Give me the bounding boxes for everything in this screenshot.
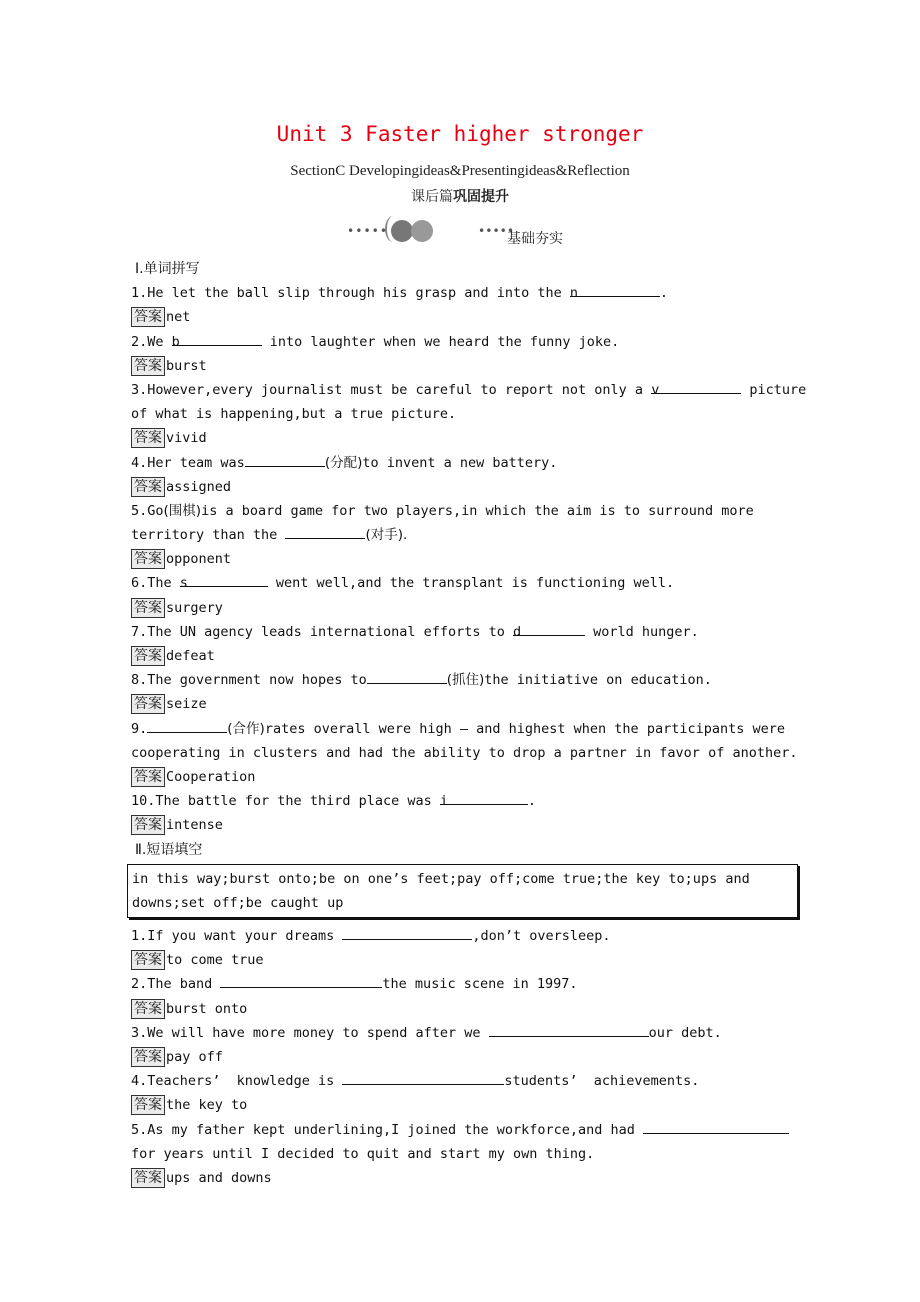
answer-blank (439, 789, 528, 810)
question-2 (131, 330, 811, 354)
question-number: 3. (131, 381, 148, 398)
question-text-end: world hunger. (585, 623, 699, 640)
answer-text: seize (166, 696, 207, 713)
answer-tag: 答案 (131, 767, 165, 787)
question-text: The battle for the third place was (155, 793, 440, 810)
answer-blank (342, 1069, 504, 1085)
question-text-end: the music scene in 1997. (382, 976, 578, 993)
answer-4 (131, 475, 811, 499)
answer-text: burst onto (166, 1000, 248, 1017)
answer-tag: 答案 (131, 694, 165, 714)
hint-letter: n (569, 285, 579, 302)
answer-text: to come true (166, 952, 264, 969)
answer-8 (131, 692, 811, 716)
answer-7 (131, 644, 811, 668)
question-text: We (147, 333, 172, 350)
circle-decoration-icon (391, 220, 413, 242)
chinese-hint: (分配) (324, 454, 363, 471)
phrase-question-5 (131, 1118, 811, 1142)
section1-heading: Ⅰ.单词拼写 (135, 261, 200, 277)
question-number: 3. (131, 1024, 148, 1041)
answer-tag: 答案 (131, 815, 165, 835)
question-text-end: students’ achievements. (504, 1073, 700, 1090)
answer-blank (513, 620, 585, 640)
phrase-answer-4 (131, 1093, 811, 1117)
answer-6 (131, 596, 811, 620)
answer-text: ups and downs (166, 1169, 272, 1186)
answer-3 (131, 426, 811, 450)
question-number: 1. (131, 928, 148, 945)
hint-letter: d (513, 623, 522, 640)
answer-tag: 答案 (131, 1168, 165, 1188)
question-text-end: our debt. (648, 1024, 722, 1041)
question-8: 8.The government now hopes to (抓住)the initiative on education. (131, 668, 811, 692)
answer-5 (131, 547, 811, 571)
phrase-answer-5 (131, 1166, 811, 1190)
answer-blank (147, 717, 227, 733)
banner-label: 基础夯实 (507, 231, 563, 247)
answer-blank (285, 523, 365, 539)
phrase-question-5-cont: for years until I decided to quit and start my own thing. (131, 1145, 595, 1162)
question-number: 8. (131, 672, 148, 689)
answer-text: defeat (166, 648, 215, 664)
answer-tag: 答案 (131, 356, 165, 376)
question-10 (131, 789, 811, 813)
exercise-type-bold: 巩固提升 (453, 189, 509, 205)
answer-text: burst (166, 357, 207, 374)
question-text-end: . (659, 285, 669, 302)
answer-tag: 答案 (131, 549, 165, 569)
question-text: If you want your dreams (147, 928, 343, 945)
answer-blank (643, 1118, 789, 1134)
answer-tag: 答案 (131, 1095, 165, 1115)
phrase-question-3 (131, 1021, 811, 1045)
section-subtitle: SectionC Developingideas&Presentingideas&Reflection (290, 163, 630, 179)
question-text: The government now hopes to (147, 672, 367, 689)
answer-blank (367, 668, 447, 684)
question-number: 5. (131, 502, 148, 519)
question-text: We will have more money to spend after we (147, 1024, 489, 1041)
phrase-bank-text: in this way;burst onto;be on one’s feet;pay off;come true;the key to;ups and downs;set off;be caught up (132, 870, 750, 911)
question-5-cont: territory than the (对手). (131, 523, 811, 547)
answer-blank (342, 924, 472, 940)
question-number: 10. (131, 793, 156, 810)
question-number: 5. (131, 1121, 148, 1138)
answer-10 (131, 813, 811, 837)
question-3-cont: of what is happening,but a true picture. (131, 406, 457, 423)
question-text-end: to invent a new battery. (362, 454, 558, 471)
question-text: The band (147, 976, 221, 993)
phrase-answer-2 (131, 997, 811, 1021)
answer-tag: 答案 (131, 999, 165, 1019)
hint-letter: s (179, 575, 188, 592)
question-3: 3.However,every journalist must be careful to report not only a v picture (131, 378, 811, 402)
answer-2 (131, 354, 811, 378)
answer-text: opponent (166, 551, 232, 568)
answer-blank (220, 972, 382, 988)
hint-letter: i (439, 793, 449, 810)
answer-blank (651, 378, 741, 398)
question-text: As my father kept underlining,I joined the workforce,and had (147, 1121, 644, 1138)
question-text-end: ,don’t oversleep. (472, 928, 611, 945)
question-4 (131, 451, 811, 475)
question-text-end: . (527, 793, 537, 810)
question-text-end: into laughter when we heard the funny joke. (261, 333, 620, 350)
question-number: 6. (131, 575, 148, 592)
question-text: He let the ball slip through his grasp and into the (147, 285, 570, 302)
answer-text: vivid (166, 430, 207, 447)
exercise-content (131, 257, 811, 1190)
answer-tag: 答案 (131, 477, 165, 497)
answer-tag: 答案 (131, 950, 165, 970)
answer-tag: 答案 (131, 1047, 165, 1067)
dots-decoration-right-icon: ••••• (478, 224, 515, 238)
answer-text: assigned (166, 478, 232, 495)
answer-blank (245, 451, 325, 467)
answer-text: pay off (166, 1049, 223, 1066)
question-text: Her team was (147, 454, 245, 471)
question-number: 4. (131, 1073, 148, 1090)
question-text: Teachers’ knowledge is (147, 1073, 343, 1090)
question-text: The (147, 575, 180, 592)
answer-blank (179, 571, 268, 592)
answer-blank (489, 1021, 649, 1037)
question-number: 9. (131, 720, 148, 737)
question-6 (131, 571, 811, 595)
question-7 (131, 620, 811, 644)
answer-tag: 答案 (131, 307, 165, 327)
hint-letter: v (651, 381, 660, 398)
section2-heading: Ⅱ.短语填空 (135, 841, 203, 858)
unit-title: Unit 3 Faster higher stronger (276, 122, 644, 146)
question-5: 5.Go(围棋)is a board game for two players,in which the aim is to surround more (131, 502, 754, 519)
answer-tag: 答案 (131, 646, 165, 666)
answer-blank (569, 281, 660, 302)
phrase-bank-box (127, 864, 798, 918)
answer-tag: 答案 (131, 598, 165, 618)
phrase-answer-1 (131, 948, 811, 972)
circle-decoration-icon-2 (411, 220, 433, 242)
question-number: 4. (131, 454, 148, 471)
question-number: 2. (131, 976, 148, 993)
question-1 (131, 281, 811, 305)
answer-text: surgery (166, 599, 223, 616)
question-9-cont: cooperating in clusters and had the ability to drop a partner in favor of another. (131, 744, 798, 761)
exercise-type-title (0, 186, 920, 206)
answer-9 (131, 765, 811, 789)
question-9: 9. (合作)rates overall were high — and highest when the participants were (131, 717, 811, 741)
phrase-question-2 (131, 972, 811, 996)
question-text: However,every journalist must be careful to report not only a (147, 381, 652, 398)
section-banner (345, 220, 585, 250)
phrase-question-4 (131, 1069, 811, 1093)
answer-text: intense (166, 817, 223, 834)
dots-decoration-left-icon: ••••• (347, 224, 389, 238)
exercise-type-prefix: 课后篇 (411, 189, 453, 205)
answer-text: the key to (166, 1097, 248, 1114)
phrase-question-1 (131, 924, 811, 948)
answer-tag: 答案 (131, 428, 165, 448)
answer-blank (171, 330, 262, 350)
question-number: 2. (131, 333, 148, 350)
question-text-end: went well,and the transplant is functioning well. (267, 575, 675, 592)
hint-letter: b (171, 333, 180, 350)
answer-1 (131, 305, 811, 329)
phrase-answer-3 (131, 1045, 811, 1069)
question-number: 1. (131, 285, 148, 302)
answer-text: Cooperation (166, 768, 256, 785)
question-text: The UN agency leads international efforts to (147, 623, 514, 640)
answer-text: net (166, 309, 191, 326)
question-number: 7. (131, 623, 148, 640)
